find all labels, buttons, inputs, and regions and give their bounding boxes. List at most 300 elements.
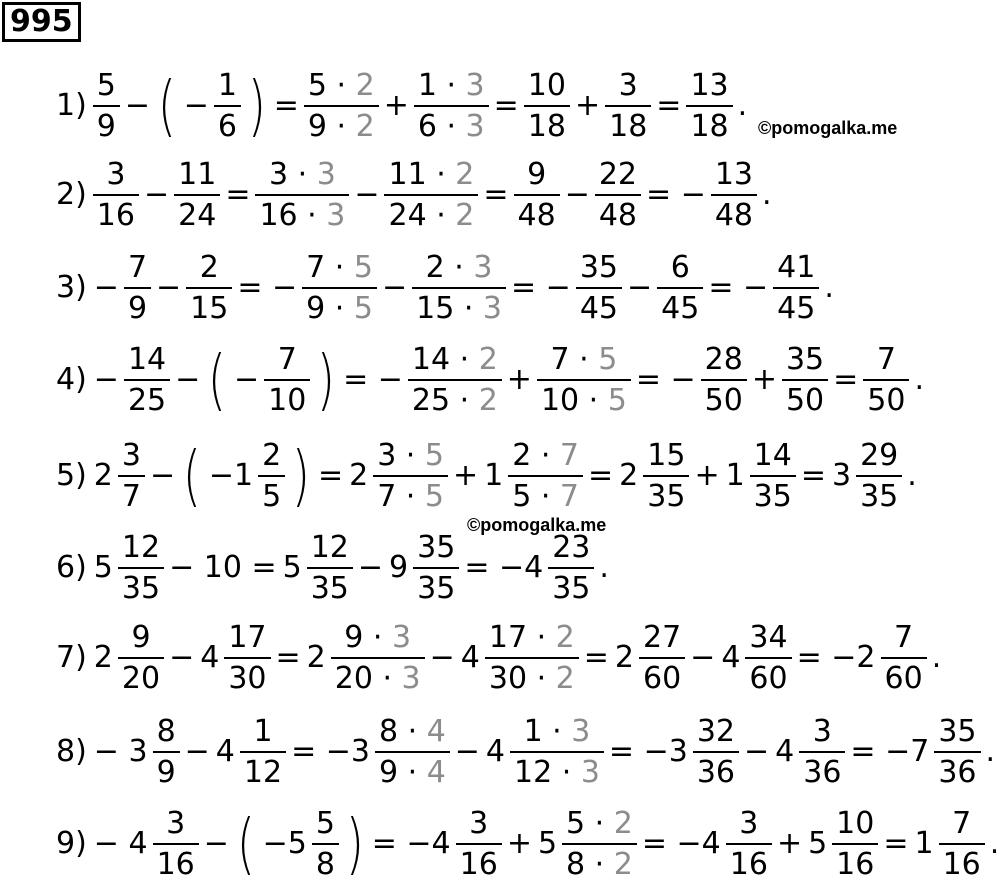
operator: . xyxy=(599,550,609,585)
multiplier: 3 xyxy=(316,157,336,192)
denominator: 18 xyxy=(686,105,732,143)
operator: −1 xyxy=(208,458,254,493)
whole-part: 4 xyxy=(200,640,220,675)
operator: − xyxy=(149,458,176,493)
operator: − xyxy=(381,270,408,305)
denominator: 8 xyxy=(312,843,339,881)
line-label: 2) xyxy=(56,177,87,212)
denominator: 10 · 5 xyxy=(537,379,631,417)
fraction xyxy=(93,69,120,143)
operator: = xyxy=(883,826,909,861)
numerator: 14 xyxy=(753,438,792,473)
operator: + xyxy=(694,458,720,493)
whole-part: 2 xyxy=(306,640,326,675)
denominator: 30 xyxy=(224,657,270,695)
fraction xyxy=(701,343,747,417)
multiplier: 2 xyxy=(555,620,575,655)
denominator: 36 xyxy=(799,751,845,789)
multiplier: 3 xyxy=(401,661,421,696)
denominator: 45 xyxy=(657,287,703,325)
line-label: 5) xyxy=(56,458,87,493)
line-label: 8) xyxy=(56,734,87,769)
numerator: 7 xyxy=(876,342,896,377)
denominator: 6 · 3 xyxy=(414,105,489,143)
fraction xyxy=(373,439,448,513)
numerator: 32 xyxy=(696,714,735,749)
multiplier: 5 xyxy=(598,342,618,377)
whole-part: 2 xyxy=(619,458,639,493)
denominator: 16 xyxy=(726,843,772,881)
fraction xyxy=(514,158,560,232)
numerator: 8 xyxy=(156,714,176,749)
fraction xyxy=(485,621,579,695)
numerator: 29 xyxy=(860,438,899,473)
numerator: 1 · 3 xyxy=(523,714,591,749)
numerator: 5 · 2 xyxy=(566,806,633,841)
fraction xyxy=(93,158,139,232)
multiplier: 2 xyxy=(613,847,633,882)
operator: = −3 xyxy=(608,734,688,769)
denominator: 15 · 3 xyxy=(412,287,506,325)
operator: = xyxy=(493,88,519,123)
numerator: 15 xyxy=(647,438,686,473)
operator: − 4 xyxy=(93,826,148,861)
operator: − xyxy=(184,734,210,769)
numerator: 2 · 7 xyxy=(512,438,580,473)
whole-part: 2 xyxy=(349,458,369,493)
fraction xyxy=(124,251,151,325)
denominator: 18 xyxy=(524,105,570,143)
solution-line-7 xyxy=(56,620,944,696)
numerator: 14 xyxy=(127,342,167,377)
operator: − 10 = xyxy=(169,550,277,585)
solution-line-5 xyxy=(56,437,920,514)
multiplier: 3 xyxy=(326,198,346,233)
operator: = − xyxy=(511,270,571,305)
numerator: 3 xyxy=(618,68,638,103)
numerator: 1 · 3 xyxy=(417,68,485,103)
whole-part: 5 xyxy=(93,550,113,585)
operator: − xyxy=(454,734,480,769)
operator: − xyxy=(93,362,119,397)
fraction xyxy=(153,715,180,789)
fraction xyxy=(548,531,594,605)
denominator: 16 xyxy=(939,843,985,881)
fraction xyxy=(863,343,909,417)
fraction xyxy=(331,621,425,695)
fraction xyxy=(508,439,583,513)
multiplier: 7 xyxy=(559,479,580,514)
whole-part: 2 xyxy=(93,640,113,675)
whole-part: 5 xyxy=(282,550,302,585)
operator: = xyxy=(317,458,344,493)
whole-part: 5 xyxy=(537,826,558,861)
operator: = − xyxy=(646,177,706,212)
operator: − xyxy=(627,270,653,305)
denominator: 12 · 3 xyxy=(510,751,604,789)
operator: − xyxy=(183,88,209,123)
fraction xyxy=(745,621,791,695)
denominator: 30 · 2 xyxy=(485,657,579,695)
denominator: 35 xyxy=(643,475,689,513)
denominator: 48 xyxy=(595,194,641,232)
multiplier: 2 xyxy=(613,806,633,841)
numerator: 5 · 2 xyxy=(307,68,375,103)
operator: = − xyxy=(708,270,769,305)
denominator: 20 · 3 xyxy=(331,657,425,695)
operator: = −3 xyxy=(291,734,370,769)
fraction xyxy=(118,439,145,513)
multiplier: 2 xyxy=(478,342,498,377)
parenthesis: ) xyxy=(345,805,364,882)
fraction xyxy=(412,251,506,325)
operator: = −4 xyxy=(464,550,544,585)
line-label: 7) xyxy=(56,640,87,675)
multiplier: 3 xyxy=(571,714,591,749)
whole-part: 5 xyxy=(808,826,828,861)
fraction xyxy=(240,715,286,789)
numerator: 3 xyxy=(469,806,489,841)
multiplier: 5 xyxy=(424,479,444,514)
operator: − xyxy=(203,826,229,861)
numerator: 12 xyxy=(310,530,349,565)
multiplier: 5 xyxy=(353,291,373,326)
parenthesis: ) xyxy=(317,341,336,418)
operator: . xyxy=(931,640,942,675)
numerator: 35 xyxy=(417,530,456,565)
solution-line-3 xyxy=(56,250,837,326)
denominator: 16 xyxy=(153,843,199,881)
fraction xyxy=(124,343,170,417)
denominator: 50 xyxy=(701,379,747,417)
operator: − xyxy=(690,640,716,675)
denominator: 9 xyxy=(93,105,120,143)
numerator: 1 xyxy=(253,714,273,749)
operator: − xyxy=(744,734,770,769)
denominator: 9 · 5 xyxy=(302,287,377,325)
multiplier: 5 xyxy=(353,250,373,285)
numerator: 22 xyxy=(598,157,638,192)
denominator: 36 xyxy=(934,751,980,789)
multiplier: 4 xyxy=(426,714,446,749)
denominator: 5 · 7 xyxy=(508,475,583,513)
denominator: 35 xyxy=(413,567,459,605)
parenthesis: ) xyxy=(247,67,266,144)
denominator: 12 xyxy=(240,751,286,789)
operator: = − xyxy=(343,362,403,397)
numerator: 6 xyxy=(670,250,690,285)
operator: + xyxy=(574,88,601,123)
line-label: 3) xyxy=(56,270,87,305)
denominator: 35 xyxy=(856,475,902,513)
fraction xyxy=(186,251,232,325)
fraction xyxy=(307,531,353,605)
parenthesis: ) xyxy=(292,437,311,514)
operator: − xyxy=(156,270,182,305)
fraction xyxy=(693,715,739,789)
fraction xyxy=(224,621,270,695)
multiplier: 3 xyxy=(465,109,485,144)
multiplier: 3 xyxy=(473,250,493,285)
watermark: ©pomogalka.me xyxy=(758,118,898,138)
denominator: 9 · 4 xyxy=(375,751,450,789)
numerator: 3 · 5 xyxy=(377,438,444,473)
denominator: 16 · 3 xyxy=(255,194,349,232)
fraction xyxy=(375,715,450,789)
whole-part: 4 xyxy=(460,640,480,675)
whole-part: 1 xyxy=(914,826,934,861)
numerator: 11 xyxy=(178,157,217,192)
operator: + xyxy=(776,826,803,861)
operator: − xyxy=(175,362,201,397)
whole-part: 4 xyxy=(775,734,795,769)
multiplier: 7 xyxy=(559,438,580,473)
multiplier: 2 xyxy=(355,68,375,103)
denominator: 25 xyxy=(124,379,170,417)
fraction xyxy=(264,343,310,417)
numerator: 2 xyxy=(199,250,219,285)
numerator: 7 · 5 xyxy=(550,342,618,377)
numerator: 5 xyxy=(315,806,335,841)
whole-part: 4 xyxy=(215,734,235,769)
multiplier: 3 xyxy=(580,755,600,790)
solution-line-1 xyxy=(56,67,750,144)
denominator: 60 xyxy=(745,657,791,695)
numerator: 7 xyxy=(277,342,297,377)
operator: = −2 xyxy=(796,640,876,675)
denominator: 48 xyxy=(514,194,560,232)
numerator: 41 xyxy=(777,250,816,285)
fraction xyxy=(711,158,757,232)
solution-line-4 xyxy=(56,341,927,418)
fraction xyxy=(799,715,845,789)
operator: . xyxy=(824,270,834,305)
denominator: 48 xyxy=(711,194,757,232)
operator: − xyxy=(234,362,260,397)
denominator: 7 xyxy=(118,475,145,513)
denominator: 35 xyxy=(548,567,594,605)
fraction xyxy=(118,621,164,695)
operator: = xyxy=(273,88,299,123)
operator: − xyxy=(354,177,380,212)
denominator: 7 · 5 xyxy=(373,475,448,513)
operator: . xyxy=(907,458,917,493)
operator: = xyxy=(833,362,859,397)
numerator: 7 xyxy=(894,620,914,655)
fraction xyxy=(456,807,502,881)
numerator: 17 xyxy=(228,620,267,655)
fraction xyxy=(605,69,651,143)
denominator: 35 xyxy=(750,475,796,513)
operator: − xyxy=(93,270,119,305)
operator: + xyxy=(506,826,532,861)
numerator: 34 xyxy=(749,620,788,655)
denominator: 9 xyxy=(124,287,151,325)
whole-part: 4 xyxy=(485,734,506,769)
numerator: 23 xyxy=(552,530,591,565)
numerator: 35 xyxy=(579,250,618,285)
operator: . xyxy=(914,362,925,397)
denominator: 50 xyxy=(782,379,828,417)
operator: = xyxy=(583,640,609,675)
operator: . xyxy=(737,88,748,123)
fraction xyxy=(118,531,164,605)
task-number-badge: 995 xyxy=(2,2,81,42)
whole-part: 4 xyxy=(721,640,741,675)
operator: + xyxy=(383,88,409,123)
operator: . xyxy=(989,826,1000,861)
numerator: 35 xyxy=(785,342,825,377)
numerator: 3 xyxy=(106,157,126,192)
operator: = xyxy=(588,458,614,493)
fraction xyxy=(312,807,339,881)
whole-part: 3 xyxy=(832,458,852,493)
operator: − 3 xyxy=(93,734,148,769)
numerator: 27 xyxy=(642,620,682,655)
solution-line-2 xyxy=(56,157,775,233)
multiplier: 3 xyxy=(465,68,485,103)
numerator: 10 xyxy=(836,806,875,841)
whole-part: 1 xyxy=(484,458,504,493)
fraction xyxy=(304,69,379,143)
numerator: 13 xyxy=(690,68,729,103)
fraction xyxy=(939,807,985,881)
numerator: 7 · 5 xyxy=(306,250,373,285)
numerator: 3 xyxy=(812,714,832,749)
operator: = − xyxy=(237,270,298,305)
numerator: 28 xyxy=(704,342,743,377)
solution-line-9 xyxy=(56,805,1002,882)
solution-line-6 xyxy=(56,530,612,606)
denominator: 25 · 2 xyxy=(408,379,502,417)
fraction xyxy=(639,621,685,695)
fraction xyxy=(881,621,927,695)
denominator: 50 xyxy=(863,379,909,417)
denominator: 10 xyxy=(264,379,310,417)
multiplier: 2 xyxy=(355,109,375,144)
whole-part: 2 xyxy=(614,640,634,675)
fraction xyxy=(750,439,796,513)
fraction xyxy=(726,807,772,881)
line-label: 4) xyxy=(56,362,87,397)
denominator: 16 xyxy=(832,843,878,881)
operator: . xyxy=(762,177,772,212)
denominator: 20 xyxy=(118,657,164,695)
fraction xyxy=(524,69,570,143)
operator: − xyxy=(357,550,384,585)
fraction xyxy=(686,69,732,143)
denominator: 35 xyxy=(118,567,164,605)
denominator: 45 xyxy=(576,287,622,325)
fraction xyxy=(214,69,241,143)
operator: = xyxy=(483,177,509,212)
multiplier: 2 xyxy=(455,157,475,192)
fraction xyxy=(255,158,349,232)
numerator: 11 · 2 xyxy=(388,157,475,192)
operator: = − xyxy=(635,362,696,397)
denominator: 45 xyxy=(773,287,819,325)
operator: − xyxy=(143,177,170,212)
numerator: 9 · 3 xyxy=(344,620,412,655)
fraction xyxy=(510,715,604,789)
denominator: 16 xyxy=(456,843,502,881)
operator: = xyxy=(275,640,301,675)
line-label: 1) xyxy=(56,88,87,123)
numerator: 1 xyxy=(217,68,238,103)
fraction xyxy=(832,807,878,881)
numerator: 3 xyxy=(166,806,186,841)
denominator: 15 xyxy=(186,287,232,325)
operator: − xyxy=(564,177,590,212)
fraction xyxy=(384,158,478,232)
fraction xyxy=(174,158,220,232)
denominator: 35 xyxy=(307,567,353,605)
denominator: 5 xyxy=(258,475,285,513)
denominator: 9 · 2 xyxy=(304,105,379,143)
denominator: 60 xyxy=(881,657,927,695)
denominator: 6 xyxy=(214,105,241,143)
fraction xyxy=(856,439,902,513)
multiplier: 2 xyxy=(478,383,498,418)
numerator: 13 xyxy=(714,157,754,192)
watermark: ©pomogalka.me xyxy=(467,515,607,535)
parenthesis: ( xyxy=(157,67,176,144)
parenthesis: ( xyxy=(208,341,227,418)
denominator: 60 xyxy=(639,657,685,695)
denominator: 24 · 2 xyxy=(384,194,478,232)
operator: + xyxy=(506,362,532,397)
numerator: 3 · 3 xyxy=(269,157,336,192)
multiplier: 5 xyxy=(607,383,627,418)
numerator: 7 xyxy=(952,806,972,841)
whole-part: 9 xyxy=(389,550,409,585)
fraction xyxy=(595,158,641,232)
multiplier: 3 xyxy=(391,620,412,655)
whole-part: 2 xyxy=(93,458,113,493)
fraction xyxy=(413,531,459,605)
numerator: 7 xyxy=(127,250,148,285)
fraction xyxy=(414,69,489,143)
denominator: 9 xyxy=(153,751,180,789)
parenthesis: ( xyxy=(236,805,255,882)
denominator: 24 xyxy=(174,194,220,232)
solution-line-8 xyxy=(56,714,998,790)
fraction xyxy=(643,439,689,513)
line-label: 6) xyxy=(56,550,87,585)
fraction xyxy=(562,807,637,881)
fraction xyxy=(576,251,622,325)
numerator: 35 xyxy=(938,714,977,749)
operator: = xyxy=(225,177,251,212)
fraction xyxy=(773,251,819,325)
multiplier: 3 xyxy=(482,291,502,326)
denominator: 18 xyxy=(605,105,651,143)
numerator: 14 · 2 xyxy=(411,342,498,377)
operator: + xyxy=(751,362,777,397)
operator: = −7 xyxy=(850,734,930,769)
operator: + xyxy=(452,458,479,493)
numerator: 9 xyxy=(527,157,547,192)
numerator: 5 xyxy=(96,68,116,103)
fraction xyxy=(537,343,631,417)
fraction xyxy=(153,807,199,881)
fraction xyxy=(657,251,703,325)
operator: = xyxy=(656,88,682,123)
operator: − xyxy=(124,88,151,123)
numerator: 3 xyxy=(121,438,141,473)
line-label: 9) xyxy=(56,826,87,861)
parenthesis: ( xyxy=(182,437,202,514)
